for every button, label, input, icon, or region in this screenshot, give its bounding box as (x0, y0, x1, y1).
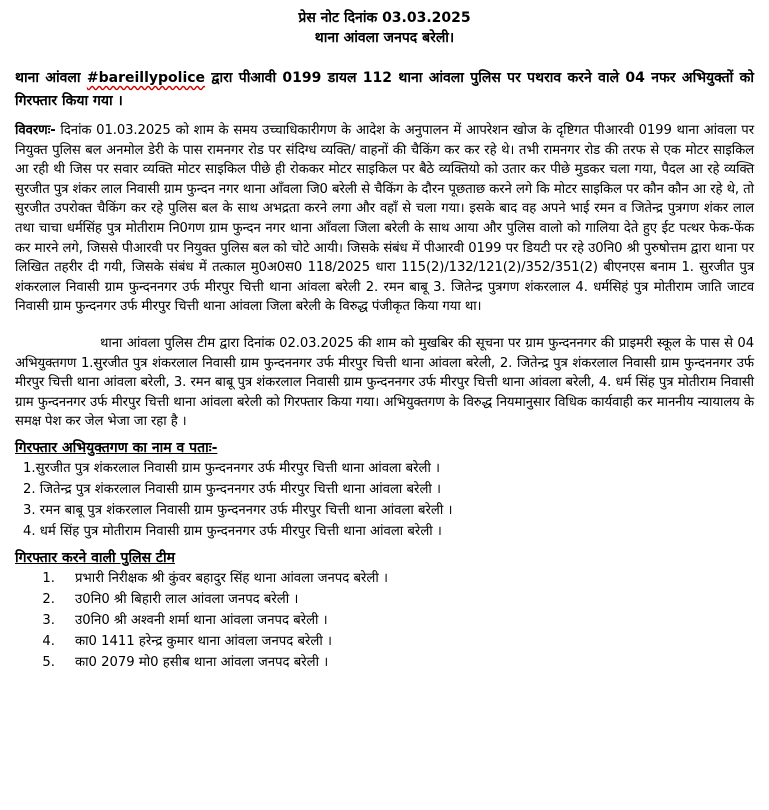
item-number: 4. (42, 633, 55, 649)
headline-post: द्वारा पीआवी 0199 डायल 112 थाना आंवला पुलिस पर पथराव करने वाले 04 नफर अभियुक्तों को गिरफ्तार किया गया । (15, 70, 754, 109)
item-number: 2. (23, 481, 40, 497)
details-paragraph (15, 121, 754, 317)
team-heading: गिरफ्तार करने वाली पुलिस टीम (15, 549, 175, 566)
action-paragraph: थाना आंवला पुलिस टीम द्वारा दिनांक 02.03.2025 की शाम को मुखबिर की सूचना पर ग्राम फुन्दननगर की प्राइमरी स्कूल के पास से 04 अभियुक्तगण 1.सुरजीत पुत्र शंकरलाल निवासी ग्राम फुन्दननगर उर्फ मीरपुर चित्ती थाना आंवला बरेली, 2. जितेन्द्र पुत्र शंकरलाल निवासी ग्राम फुन्दननगर उर्फ मीरपुर चित्ती थाना आंवला बरेली, 3. रमन बाबू पुत्र शंकरलाल निवासी ग्राम फुन्दननगर उर्फ मीरपुर चित्ती थाना आंवला बरेली, 4. धर्म सिंह पुत्र मोतीराम निवासी ग्राम फुन्दननगर उर्फ मीरपुर चित्ती थाना आंवला बरेली को गिरफ्तार किया गया। अभियुक्तगण के विरुद्ध नियमानुसार विधिक कार्यवाही कर माननीय न्यायालय के समक्ष पेश कर जेल भेजा जा रहा है । (15, 335, 754, 430)
list-item (15, 568, 754, 589)
team-list (15, 568, 754, 673)
item-number: 4. (23, 523, 40, 539)
details-label: विवरणः- (15, 123, 56, 138)
item-number: 3. (42, 612, 55, 628)
list-item (15, 631, 754, 652)
list-item (15, 610, 754, 631)
arrested-list (15, 458, 754, 542)
hashtag: #bareillypolice (86, 70, 206, 86)
press-note-subtitle: थाना आंवला जनपद बरेली। (314, 30, 455, 46)
item-text: जितेन्द्र पुत्र शंकरलाल निवासी ग्राम फुन्दननगर उर्फ मीरपुर चित्ती थाना आंवला बरेली । (39, 481, 442, 497)
list-item (15, 589, 754, 610)
arrested-heading: गिरफ्तार अभियुक्तगण का नाम व पताः- (15, 439, 218, 456)
item-text: उ0नि0 श्री बिहारी लाल आंवला जनपद बरेली । (75, 591, 299, 607)
headline (15, 67, 754, 113)
item-number: 3. (23, 502, 40, 518)
headline-pre: थाना आंवला (15, 70, 87, 86)
list-item (15, 479, 754, 500)
item-number: 1. (42, 570, 55, 586)
item-text: रमन बाबू पुत्र शंकरलाल निवासी ग्राम फुन्दननगर उर्फ मीरपुर चित्ती थाना आंवला बरेली । (39, 502, 453, 518)
item-text: का0 1411 हरेन्द्र कुमार थाना आंवला जनपद बरेली । (75, 633, 332, 649)
press-note-title: प्रेस नोट दिनांक 03.03.2025 (298, 10, 471, 26)
details-text: दिनांक 01.03.2025 को शाम के समय उच्चाधिकारीगण के आदेश के अनुपालन में आपरेशन खोज के दृष्टिगत पीआरवी 0199 थाना आंवला पर नियुक्त पुलिस बल अनमोल डेरी के पास रामनगर रोड पर संदिग्ध व्यक्ति/ वाहनों की चैकिंग कर कर रहे थे। तभी रामनगर रोड की तरफ से एक मोटर साइकिल आ रही थी जिस पर सवार व्यक्ति मोटर साइकिल पीछे ही रोककर मोटर साइकिल पर बैठे व्यक्तियो को उतार कर पीछे मुडकर चला गया, पैदल आ रहे व्यक्ति सुरजीत पुत्र शंकर लाल निवासी ग्राम फुन्दन नगर थाना आँवला जि0 बरेली से चैकिंग के दौरन पूछताछ करने लगे कि मोटर साइकिल पर कौन कौन आ रहे थे, तो सुरजीत उपरोक्त चैकिंग कर रहे पुलिस बल के साथ अभद्रता करने लगा और वहाँ से चला गया। इसके बाद वह अपने भाई रमन व जितेन्द्र पुत्रगण शंकर लाल तथा चाचा धर्मसिंह पुत्र मोतीराम नि0गण ग्राम फुन्दन नगर थाना आँवला जिला बरेली के साथ आया और पुलिस वालो को गालिया देते हुए ईट पत्थर फेक-फेंक कर मारने लगे, जिससे पीआरवी पर नियुक्त पुलिस बल को चोटे आयी। जिसके संबंध में पीआरवी 0199 पर डियटी पर रहे उ0नि0 श्री पुरुषोत्तम द्वारा थाना पर लिखित तहरीर दी गयी, जिसके संबंध में तत्काल मु0अ0स0 118/2025 धारा 115(2)/132/121(2)/352/351(2) बीएनएस बनाम 1. सुरजीत पुत्र शंकरलाल निवासी ग्राम फुन्दननगर उर्फ मीरपुर चित्ती थाना आंवला बरेली 2. रमन बाबू 3. जितेन्द्र पुत्रगण शंकरलाल 4. धर्मसिहं पुत्र मोतीराम जाति जाटव निवासी ग्राम फुन्दनगर उर्फ मीरपुर चित्ती थाना आंवला जिला बरेली के विरुद्ध पंजीकृत किया गया था। (15, 123, 754, 315)
item-text: धर्म सिंह पुत्र मोतीराम निवासी ग्राम फुन्दननगर उर्फ मीरपुर चित्ती थाना आंवला बरेली । (39, 523, 442, 539)
item-number: 1. (23, 460, 36, 476)
list-item (15, 652, 754, 673)
list-item (15, 458, 754, 479)
list-item (15, 521, 754, 542)
item-text: सुरजीत पुत्र शंकरलाल निवासी ग्राम फुन्दननगर उर्फ मीरपुर चित्ती थाना आंवला बरेली । (35, 460, 441, 476)
item-text: प्रभारी निरीक्षक श्री कुंवर बहादुर सिंह थाना आंवला जनपद बरेली । (75, 570, 388, 586)
item-text: उ0नि0 श्री अश्वनी शर्मा थाना आंवला जनपद बरेली । (75, 612, 328, 628)
item-number: 2. (42, 591, 55, 607)
list-item (15, 500, 754, 521)
item-text: का0 2079 मो0 हसीब थाना आंवला जनपद बरेली । (75, 654, 329, 670)
item-number: 5. (42, 654, 55, 670)
